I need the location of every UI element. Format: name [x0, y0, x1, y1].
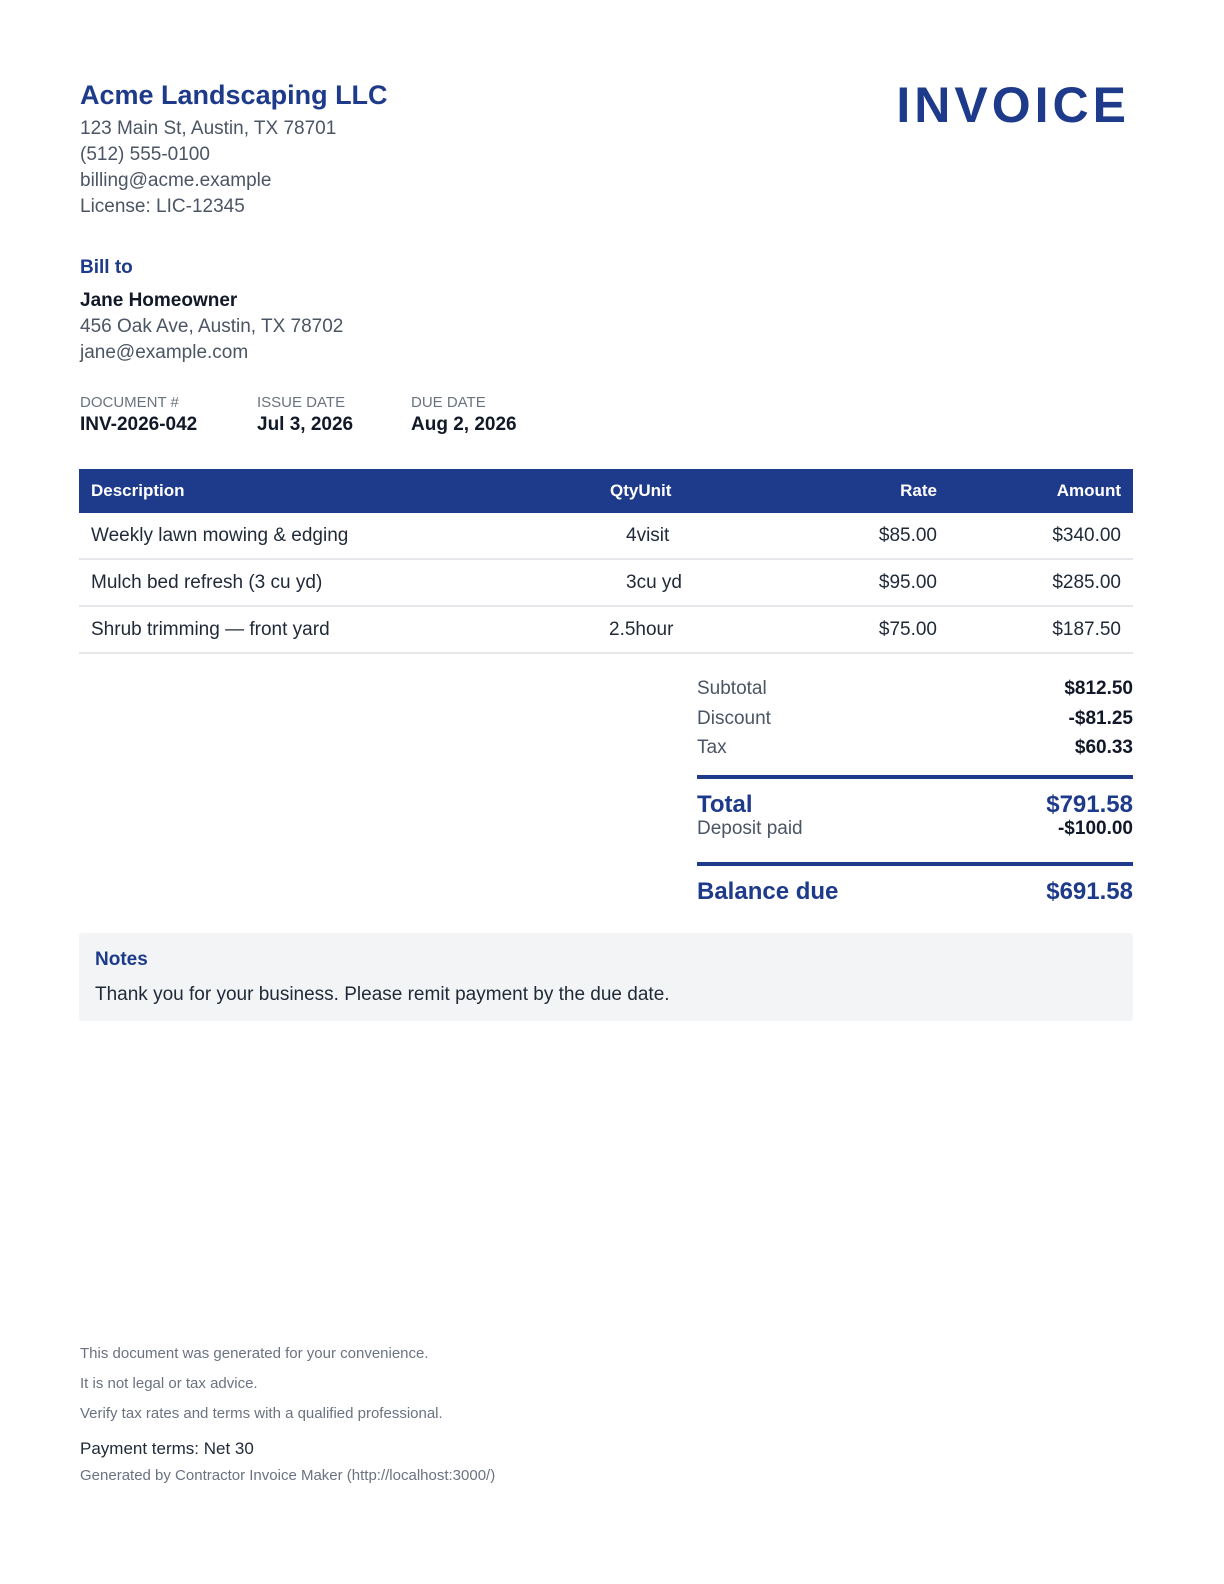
row-unit: cu yd — [636, 571, 682, 593]
row-description: Mulch bed refresh (3 cu yd) — [79, 559, 531, 606]
disclaimer-line: This document was generated for your convenience. — [80, 1345, 429, 1362]
tax-label: Tax — [697, 737, 727, 758]
balance-due-label: Balance due — [697, 878, 839, 905]
row-amount: $340.00 — [949, 513, 1133, 559]
header-qty-unit — [531, 469, 795, 513]
row-qty-unit — [531, 606, 795, 653]
totals-section — [697, 678, 1133, 910]
balance-divider — [697, 862, 1133, 866]
issue-date-label: ISSUE DATE — [257, 394, 346, 411]
row-rate: $95.00 — [795, 559, 949, 606]
row-description: Shrub trimming — front yard — [79, 606, 531, 653]
balance-due-row — [697, 878, 1133, 906]
client-name: Jane Homeowner — [80, 290, 238, 311]
row-amount: $187.50 — [949, 606, 1133, 653]
header-qty: Qty — [610, 481, 639, 500]
issue-date — [257, 394, 353, 437]
header-description: Description — [79, 469, 531, 513]
due-date — [411, 394, 517, 437]
tax-value: $60.33 — [1074, 737, 1133, 758]
due-date-label: DUE DATE — [411, 394, 486, 411]
header-unit: Unit — [638, 481, 672, 500]
company-address: 123 Main St, Austin, TX 78701 — [80, 118, 337, 139]
row-description: Weekly lawn mowing & edging — [79, 513, 531, 559]
disclaimer-line: Verify tax rates and terms with a qualified professional. — [80, 1405, 443, 1422]
total-label: Total — [697, 791, 753, 818]
total-value: $791.58 — [1046, 791, 1133, 818]
client-email: jane@example.com — [80, 342, 249, 363]
notes-title: Notes — [95, 949, 148, 970]
client-details — [80, 314, 343, 366]
company-license: License: LIC-12345 — [80, 196, 245, 217]
table-header-row — [79, 469, 1133, 513]
notes-text: Thank you for your business. Please remit payment by the due date. — [95, 984, 670, 1005]
total-row — [697, 791, 1133, 819]
row-unit: visit — [636, 524, 670, 546]
table-row — [79, 559, 1133, 606]
row-qty-unit — [531, 559, 795, 606]
discount-label: Discount — [697, 708, 771, 729]
bill-to-label: Bill to — [80, 257, 133, 278]
table-row — [79, 513, 1133, 559]
row-qty: 4 — [626, 524, 637, 546]
subtotal-row — [697, 678, 1133, 700]
discount-value: -$81.25 — [1068, 708, 1133, 729]
header-amount: Amount — [949, 469, 1133, 513]
document-number-value: INV-2026-042 — [80, 414, 198, 435]
row-rate: $75.00 — [795, 606, 949, 653]
company-name: Acme Landscaping LLC — [80, 80, 388, 110]
document-title: INVOICE — [896, 77, 1130, 133]
disclaimer-line: It is not legal or tax advice. — [80, 1375, 258, 1392]
row-qty-unit — [531, 513, 795, 559]
notes-box — [79, 933, 1133, 1021]
table-row — [79, 606, 1133, 653]
subtotal-value: $812.50 — [1064, 678, 1133, 699]
subtotal-label: Subtotal — [697, 678, 767, 699]
deposit-row — [697, 818, 1133, 840]
row-rate: $85.00 — [795, 513, 949, 559]
line-items-table — [79, 469, 1133, 654]
document-number-label: DOCUMENT # — [80, 394, 179, 411]
due-date-value: Aug 2, 2026 — [411, 414, 517, 435]
deposit-value: -$100.00 — [1057, 818, 1133, 839]
row-amount: $285.00 — [949, 559, 1133, 606]
row-qty: 2.5 — [609, 618, 636, 640]
discount-row — [697, 708, 1133, 730]
company-details — [80, 116, 336, 220]
client-address: 456 Oak Ave, Austin, TX 78702 — [80, 316, 344, 337]
row-unit: hour — [635, 618, 674, 640]
document-number — [80, 394, 197, 437]
deposit-label: Deposit paid — [697, 818, 803, 839]
issue-date-value: Jul 3, 2026 — [257, 414, 354, 435]
company-email: billing@acme.example — [80, 170, 272, 191]
payment-terms: Payment terms: Net 30 — [80, 1439, 254, 1458]
header-rate: Rate — [795, 469, 949, 513]
balance-due-value: $691.58 — [1046, 878, 1133, 905]
tax-row — [697, 737, 1133, 759]
company-phone: (512) 555-0100 — [80, 144, 210, 165]
total-divider — [697, 775, 1133, 779]
row-qty: 3 — [626, 571, 637, 593]
generated-by: Generated by Contractor Invoice Maker (http://localhost:3000/) — [80, 1467, 496, 1484]
